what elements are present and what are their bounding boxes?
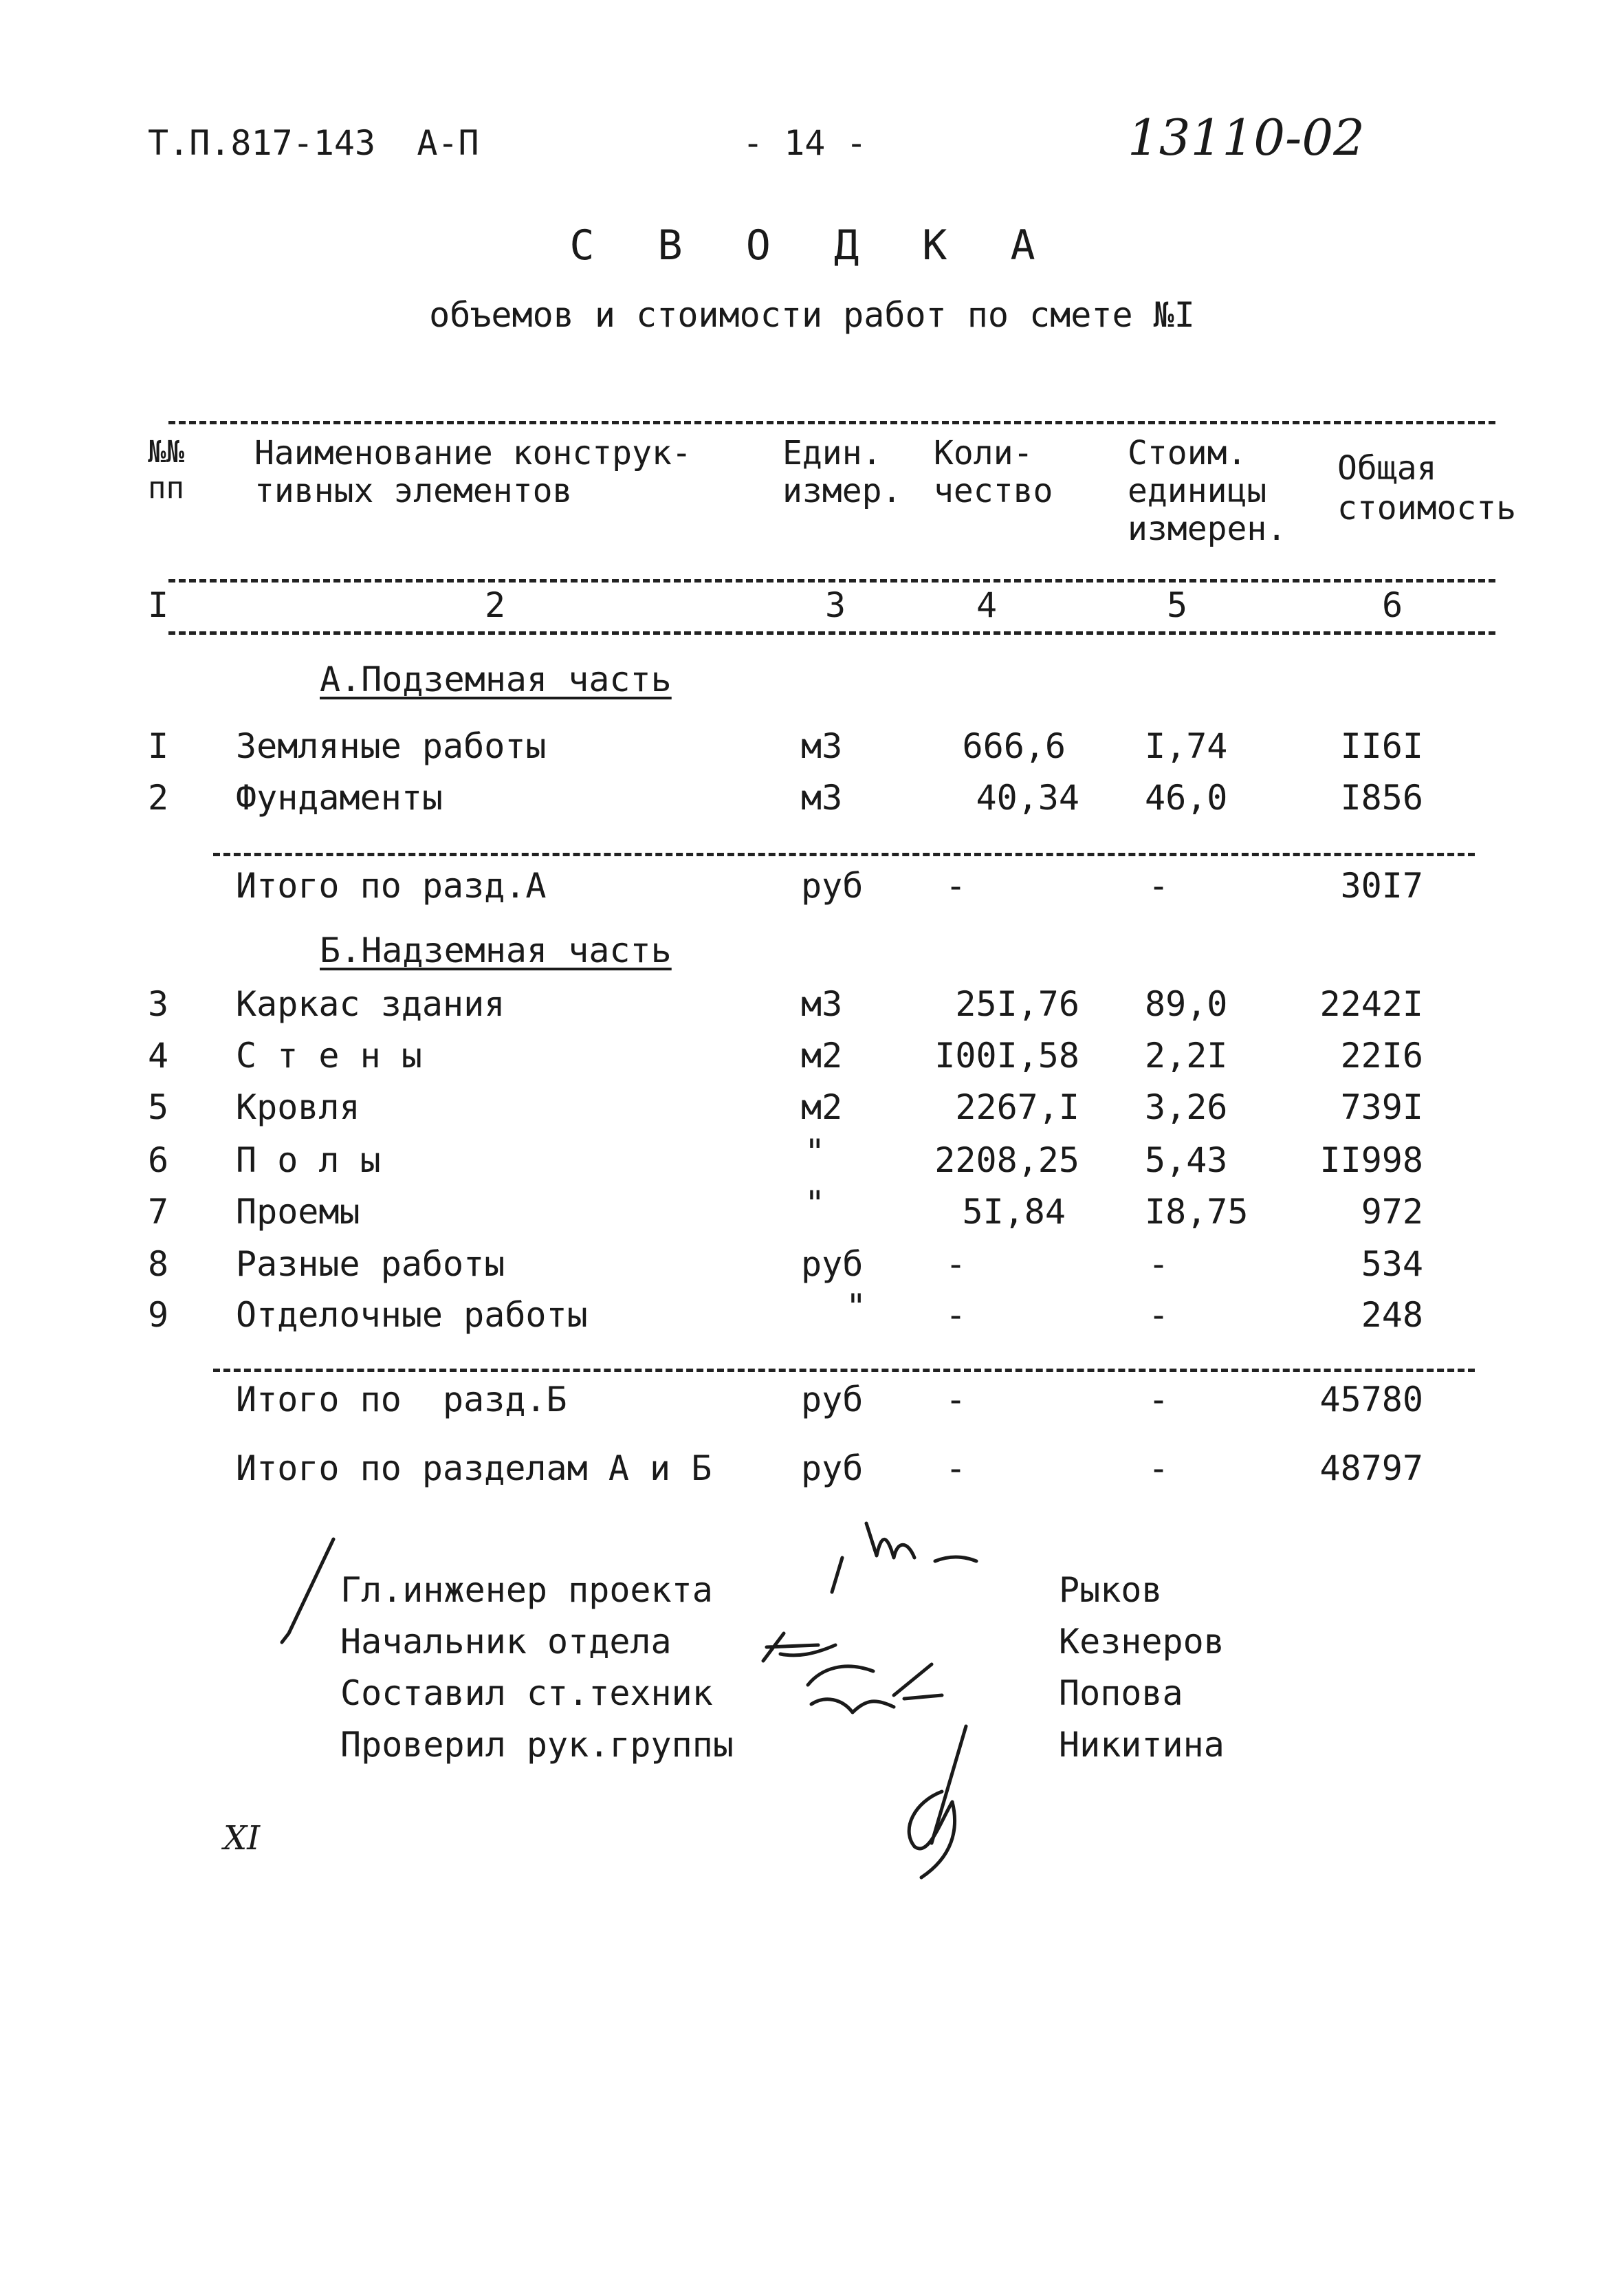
row-unit: руб — [801, 1244, 864, 1284]
row-num: 9 — [148, 1295, 169, 1335]
column-header-num-l1: №№ — [148, 435, 184, 470]
row-price: 5,43 — [1145, 1140, 1228, 1180]
signature-mark-3 — [808, 1664, 942, 1712]
row-num: 5 — [148, 1087, 169, 1127]
row-price: I,74 — [1145, 726, 1228, 766]
row-price: I8,75 — [1145, 1192, 1249, 1232]
signature-role: Начальник отдела — [340, 1622, 672, 1662]
signature-mark-4 — [909, 1726, 966, 1877]
subtotal-price: - — [1148, 866, 1170, 906]
row-name: Фундаменты — [236, 778, 443, 818]
handwritten-number: 13110-02 — [1128, 109, 1365, 166]
signature-person: Кезнеров — [1059, 1622, 1225, 1662]
column-number-1: I — [148, 585, 169, 625]
subtotal-name: Итого по разд.А — [236, 866, 547, 906]
row-name: Разные работы — [236, 1244, 505, 1284]
row-unit: м3 — [801, 984, 843, 1024]
row-total: II6I — [1340, 726, 1423, 766]
row-unit: м2 — [801, 1036, 843, 1076]
section-b-title: Б.Надземная часть — [320, 930, 672, 970]
grand-total-price: - — [1148, 1448, 1170, 1488]
grand-total-unit: руб — [801, 1448, 864, 1488]
row-total: 534 — [1361, 1244, 1423, 1284]
column-header-price-l2: единицы — [1128, 472, 1267, 510]
margin-note: ХI — [223, 1819, 261, 1858]
column-number-4: 4 — [976, 585, 998, 625]
row-qty: 2208,25 — [934, 1140, 1079, 1180]
subtotal-unit: руб — [801, 866, 864, 906]
column-header-name-l1: Наименование конструк- — [254, 434, 692, 472]
signature-role: Составил ст.техник — [340, 1673, 713, 1713]
row-price: - — [1148, 1295, 1170, 1335]
subtotal-qty: - — [945, 866, 967, 906]
row-unit: м2 — [801, 1087, 843, 1127]
signature-person: Никитина — [1059, 1725, 1225, 1765]
column-number-5: 5 — [1167, 585, 1188, 625]
signature-mark-2 — [763, 1633, 835, 1661]
subtotal-name: Итого по разд.Б — [236, 1380, 567, 1419]
row-num: 8 — [148, 1244, 169, 1284]
row-unit: " — [804, 1184, 826, 1223]
row-name: П о л ы — [236, 1140, 381, 1180]
column-header-price-l3: измерен. — [1128, 510, 1287, 548]
section-a-title: А.Подземная часть — [320, 660, 672, 699]
subtotal-total: 30I7 — [1340, 866, 1423, 906]
row-name: Отделочные работы — [236, 1295, 588, 1335]
column-number-6: 6 — [1382, 585, 1403, 625]
row-name: Проемы — [236, 1192, 360, 1232]
row-num: 2 — [148, 778, 169, 818]
column-header-total-l2: стоимость — [1337, 489, 1517, 527]
row-name: Каркас здания — [236, 984, 505, 1024]
signature-role: Гл.инженер проекта — [340, 1570, 713, 1610]
row-unit: " — [804, 1132, 826, 1172]
signature-mark-1 — [832, 1523, 976, 1592]
row-qty: I00I,58 — [934, 1036, 1079, 1076]
row-price: - — [1148, 1244, 1170, 1284]
column-number-3: 3 — [825, 585, 846, 625]
row-unit: м3 — [801, 778, 843, 818]
column-header-num-l2: пп — [148, 470, 184, 505]
subtotal-unit: руб — [801, 1380, 864, 1419]
subtotal-total: 45780 — [1319, 1380, 1423, 1419]
grand-total-name: Итого по разделам А и Б — [236, 1448, 712, 1488]
row-qty: 5I,84 — [962, 1192, 1066, 1232]
column-header-unit-l2: измер. — [782, 472, 902, 510]
row-price: 3,26 — [1145, 1087, 1228, 1127]
column-header-name-l2: тивных элементов — [254, 472, 573, 510]
row-name: Кровля — [236, 1087, 360, 1127]
row-unit: м3 — [801, 726, 843, 766]
grand-total-total: 48797 — [1319, 1448, 1423, 1488]
row-name: С т е н ы — [236, 1036, 422, 1076]
subtotal-price: - — [1148, 1380, 1170, 1419]
page-number: - 14 - — [743, 123, 867, 163]
row-total: I856 — [1340, 778, 1423, 818]
row-total: 22I6 — [1340, 1036, 1423, 1076]
subtotal-qty: - — [945, 1380, 967, 1419]
row-price: 46,0 — [1145, 778, 1228, 818]
row-name: Земляные работы — [236, 726, 547, 766]
column-header-unit-l1: Един. — [782, 434, 882, 472]
row-num: I — [148, 726, 169, 766]
row-num: 4 — [148, 1036, 169, 1076]
row-total: 2242I — [1319, 984, 1423, 1024]
signature-role: Проверил рук.группы — [340, 1725, 734, 1765]
grand-total-qty: - — [945, 1448, 967, 1488]
document-code: Т.П.817-143 А-П — [148, 123, 479, 163]
row-qty: 40,34 — [976, 778, 1079, 818]
column-number-2: 2 — [485, 585, 506, 625]
column-header-total-l1: Общая — [1337, 449, 1437, 488]
row-num: 3 — [148, 984, 169, 1024]
row-num: 6 — [148, 1140, 169, 1180]
document-subtitle: объемов и стоимости работ по смете №I — [429, 295, 1195, 335]
row-qty: 25I,76 — [955, 984, 1079, 1024]
row-total: 739I — [1340, 1087, 1423, 1127]
column-header-qty-l1: Коли- — [934, 434, 1033, 472]
row-qty: 2267,I — [955, 1087, 1079, 1127]
row-price: 89,0 — [1145, 984, 1228, 1024]
column-header-price-l1: Стоим. — [1128, 434, 1247, 472]
document-title: С В О Д К А — [569, 221, 1055, 270]
row-unit: " — [846, 1287, 867, 1327]
row-num: 7 — [148, 1192, 169, 1232]
row-qty: 666,6 — [962, 726, 1066, 766]
signature-person: Попова — [1059, 1673, 1183, 1713]
row-total: 248 — [1361, 1295, 1423, 1335]
row-total: II998 — [1319, 1140, 1423, 1180]
column-header-qty-l2: чество — [934, 472, 1053, 510]
row-total: 972 — [1361, 1192, 1423, 1232]
row-qty: - — [945, 1295, 967, 1335]
row-qty: - — [945, 1244, 967, 1284]
margin-slash-mark — [282, 1539, 333, 1642]
row-price: 2,2I — [1145, 1036, 1228, 1076]
signature-person: Рыков — [1059, 1570, 1163, 1610]
